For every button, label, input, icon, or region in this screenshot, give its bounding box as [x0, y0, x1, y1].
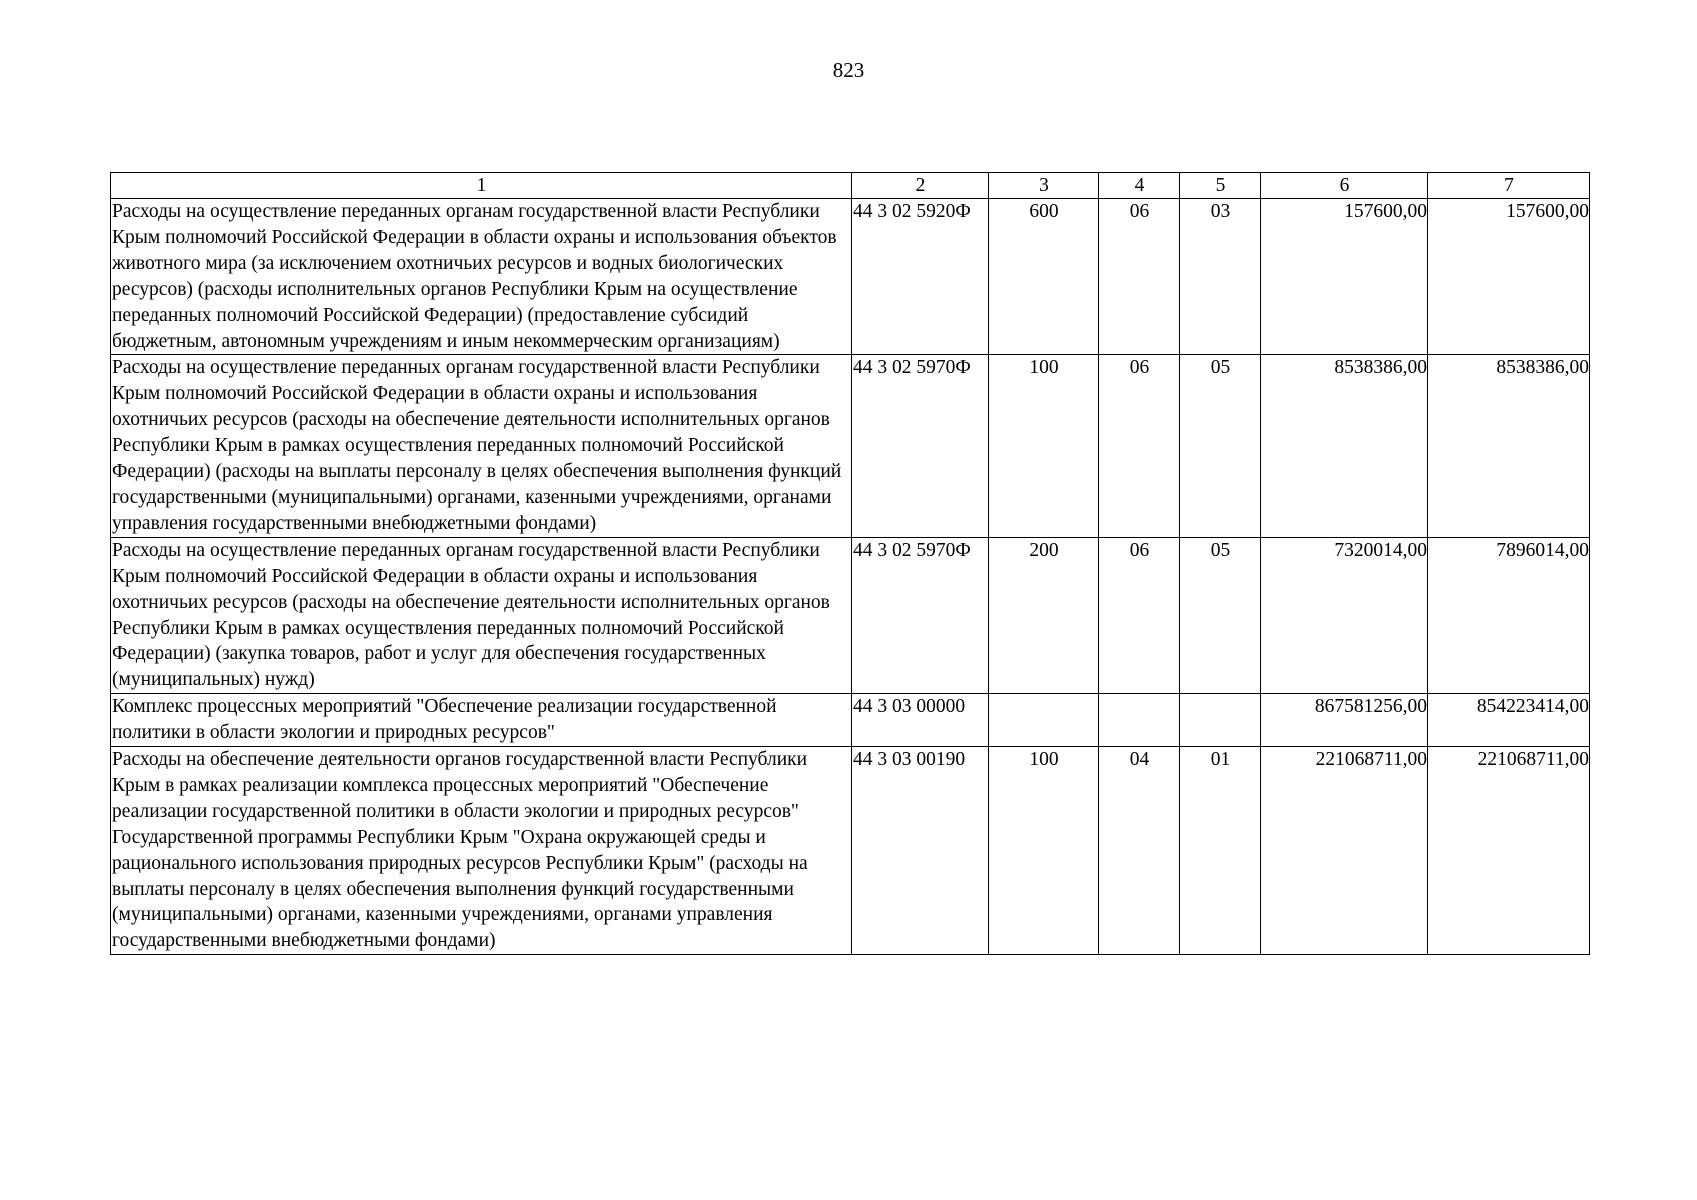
- row-section: [1099, 694, 1180, 747]
- row-target-code: 44 3 02 5970Ф: [852, 355, 989, 537]
- row-description: Расходы на осуществление переданных органам государственной власти Республики Крым полномочий Российской Федерации в области охраны и использования охотничьих ресурсов (расходы на обеспечение деятельности исполнительных органов Республики Крым в рамках осуществления переданных полномочий Российской Федерации) (закупка товаров, работ и услуг для обеспечения государственных (муниципальных) нужд): [111, 537, 852, 693]
- column-header-4: 4: [1099, 173, 1180, 199]
- row-amount-col7: 157600,00: [1428, 199, 1590, 355]
- row-amount-col7: 7896014,00: [1428, 537, 1590, 693]
- row-target-code: 44 3 03 00000: [852, 694, 989, 747]
- row-expense-type: 200: [989, 537, 1099, 693]
- row-amount-col7: 8538386,00: [1428, 355, 1590, 537]
- row-amount-col6: 157600,00: [1261, 199, 1428, 355]
- column-header-1: 1: [111, 173, 852, 199]
- row-subsection: 05: [1180, 537, 1261, 693]
- row-expense-type: 100: [989, 355, 1099, 537]
- row-amount-col6: 8538386,00: [1261, 355, 1428, 537]
- row-target-code: 44 3 02 5920Ф: [852, 199, 989, 355]
- row-section: 06: [1099, 355, 1180, 537]
- row-section: 06: [1099, 199, 1180, 355]
- row-amount-col6: 221068711,00: [1261, 747, 1428, 955]
- row-description: Расходы на осуществление переданных органам государственной власти Республики Крым полномочий Российской Федерации в области охраны и использования охотничьих ресурсов (расходы на обеспечение деятельности исполнительных органов Республики Крым в рамках осуществления переданных полномочий Российской Федерации) (расходы на выплаты персоналу в целях обеспечения выполнения функций государственными (муниципальными) органами, казенными учреждениями, органами управления государственными внебюджетными фондами): [111, 355, 852, 537]
- row-amount-col7: 854223414,00: [1428, 694, 1590, 747]
- row-expense-type: [989, 694, 1099, 747]
- row-description: Комплекс процессных мероприятий "Обеспечение реализации государственной политики в области экологии и природных ресурсов": [111, 694, 852, 747]
- row-amount-col7: 221068711,00: [1428, 747, 1590, 955]
- row-subsection: 05: [1180, 355, 1261, 537]
- column-header-6: 6: [1261, 173, 1428, 199]
- column-header-2: 2: [852, 173, 989, 199]
- header-row: [111, 173, 1590, 199]
- budget-table: [110, 172, 1590, 955]
- row-description: Расходы на осуществление переданных органам государственной власти Республики Крым полномочий Российской Федерации в области охраны и использования объектов животного мира (за исключением охотничьих ресурсов и водных биологических ресурсов) (расходы исполнительных органов Республики Крым на осуществление переданных полномочий Российской Федерации) (предоставление субсидий бюджетным, автономным учреждениям и иным некоммерческим организациям): [111, 199, 852, 355]
- table-row: [111, 694, 1590, 747]
- column-header-3: 3: [989, 173, 1099, 199]
- row-section: 06: [1099, 537, 1180, 693]
- column-header-7: 7: [1428, 173, 1590, 199]
- row-target-code: 44 3 03 00190: [852, 747, 989, 955]
- table-row: [111, 747, 1590, 955]
- table-row: [111, 537, 1590, 693]
- row-subsection: 01: [1180, 747, 1261, 955]
- page-number: 823: [832, 58, 865, 82]
- row-section: 04: [1099, 747, 1180, 955]
- row-expense-type: 600: [989, 199, 1099, 355]
- column-header-5: 5: [1180, 173, 1261, 199]
- row-amount-col6: 7320014,00: [1261, 537, 1428, 693]
- row-subsection: 03: [1180, 199, 1261, 355]
- table-row: [111, 199, 1590, 355]
- row-amount-col6: 867581256,00: [1261, 694, 1428, 747]
- table-row: [111, 355, 1590, 537]
- row-expense-type: 100: [989, 747, 1099, 955]
- row-target-code: 44 3 02 5970Ф: [852, 537, 989, 693]
- row-subsection: [1180, 694, 1261, 747]
- row-description: Расходы на обеспечение деятельности органов государственной власти Республики Крым в рамках реализации комплекса процессных мероприятий "Обеспечение реализации государственной политики в области экологии и природных ресурсов" Государственной программы Республики Крым "Охрана окружающей среды и рационального использования природных ресурсов Республики Крым" (расходы на выплаты персоналу в целях обеспечения выполнения функций государственными (муниципальными) органами, казенными учреждениями, органами управления государственными внебюджетными фондами): [111, 747, 852, 955]
